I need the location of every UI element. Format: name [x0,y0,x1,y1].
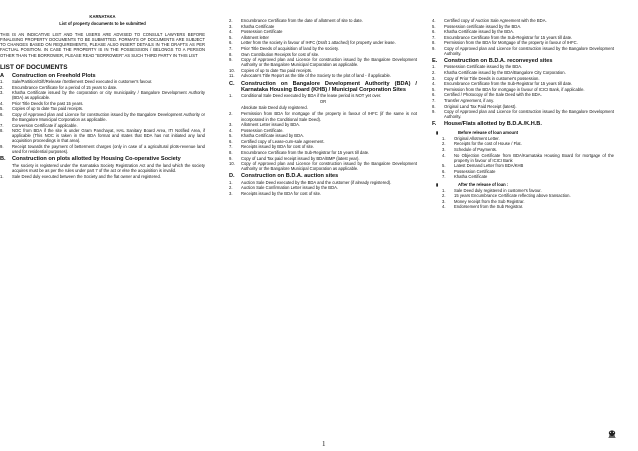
item-number: 6. [432,29,436,35]
list-item [229,128,417,133]
list-item [229,24,417,29]
item-text: Original Land Tax Paid Receipt (latest). [444,103,517,109]
section-letter: F. [432,121,437,128]
item-number: 9. [229,57,233,63]
item-text: Permission from the BDA for mortgage in favour of ICICI Bank, if applicable. [444,86,585,92]
before-release-heading [432,130,614,135]
item-text: Copy of Approved plan and Licence for construction issued by the Bangalore Development Authority or the Bangalore Municipal Corporation as applicable. [12,112,205,123]
list-item [432,169,614,174]
list-item [432,29,614,34]
item-number: 7. [442,174,446,180]
list-item [432,81,614,86]
item-text: Possession certificate issued by the BDA. [444,23,522,29]
item-number: 1. [229,179,233,185]
section-b-list-continued [229,18,417,79]
item-number: 7. [432,34,436,40]
square-bullet-icon: ▮ [436,129,439,135]
item-text: Copies of up to date Tax paid receipts. [241,67,313,73]
section-letter: B. [0,156,6,163]
list-item [432,76,614,81]
item-number: 4. [229,29,233,35]
list-item [432,188,614,193]
list-item [0,123,205,128]
or-separator: OR [319,99,327,105]
item-text: Possession Certificate issued by the BDA. [444,64,523,70]
list-item [432,109,614,119]
column-left [0,14,205,179]
list-item [432,163,614,168]
item-number: 5. [442,163,446,169]
section-b-note: The society is registered under the Karnataka Society Registration Act and the land which the society acquires must be as per the rules under part 7 of the act or else the acquisition is invalid. [12,162,205,173]
list-item [229,52,417,57]
item-number: 1. [229,93,233,99]
item-text: Allotment letter [241,34,269,40]
item-text: Prior Title Deeds for the past 15 years. [12,100,84,106]
list-item [229,40,417,45]
item-text: NOC from BDA if the site is under Gram Panchayat, HAL Sanitary Board Area, ITI Notified Area, if applicable (This NOC is taken in the BDA format and states that BDA has not initiated any land acquisition proceedings in that area). [12,128,205,144]
section-f-heading [432,121,614,127]
org-title: KARNATAKA [89,14,116,19]
item-text: Money receipt from the Sub Registrar. [454,198,525,204]
item-number: 4. [432,18,436,23]
absolute-sale-deed-line: Absolute Sale Deed duly registered. [241,105,308,111]
list-item [0,106,205,111]
section-title: Construction on B.D.A. reconveyed sites [444,58,553,65]
section-d-list [229,180,417,196]
state-emblem-icon [606,428,618,440]
list-item [432,64,614,69]
item-number: 8. [432,103,436,109]
list-item [432,199,614,204]
item-number: 8. [432,40,436,46]
item-text: Latest Demand Letter from BDA/KHB [454,163,524,169]
item-text: Possession Certificate [454,168,496,174]
item-number: 8. [229,51,233,57]
item-text: Schedule of Payments. [454,146,498,152]
item-text: Sale/Partition/Gift/Release /Settlement Deed executed in customer's favour. [12,78,153,84]
item-text: Certified copy of Lease-cum-sale agreement. [241,138,325,144]
list-item [432,35,614,40]
item-text: Conversion Certificate if applicable. [12,122,78,128]
list-item [432,193,614,198]
item-text: Encumbrance Certificate from the Sub-Registrar for 15 years till date. [241,150,370,156]
item-text: 15 years Encumbrance Certificate reflecting above transaction. [454,193,571,199]
item-text: Copy of Approved plan and Licence for construction issued by the Bangalore Development Authority or the Bangalore Municipal Corporation as applicable. [241,57,417,68]
list-item [432,204,614,209]
item-text: Possession Certificate [241,29,283,35]
item-text: Conditional Sale Deed executed by BDA if the lease period is NOT yet over. [241,93,382,99]
item-number: 6. [0,112,4,118]
section-letter: E. [432,58,438,65]
after-release-list [432,188,614,210]
item-text: Allotment Letter issued by BDA. [241,122,301,128]
list-item [229,29,417,34]
item-text: Letter from the society in favour of IHFC (Draft 1 attached) for property under lease. [241,40,396,46]
list-item [432,147,614,152]
list-item [229,133,417,138]
item-text: Advocate's Title Report as the title of the Society to the plot of land - if applicable. [241,73,392,79]
list-item [0,90,205,100]
section-c-heading [229,81,417,94]
item-text: Khatha Certificate issued by the corporation or city municipality / Bangalore Development Authority (BDA) as applicable. [12,90,205,101]
list-item [432,104,614,109]
item-number: 5. [229,133,233,139]
list-item [229,18,417,23]
list-item [432,98,614,103]
list-item [0,128,205,143]
list-item [432,70,614,75]
item-text: Khatha Certificate [241,23,275,29]
square-bullet-icon: ▮ [436,181,439,187]
section-e-list [432,64,614,119]
page-number: 1 [322,440,326,448]
item-number: 2. [229,18,233,23]
list-item [229,139,417,144]
section-letter: D. [229,173,235,180]
item-number: 1. [0,173,4,179]
item-number: 4. [432,81,436,87]
list-item [229,93,417,98]
section-title: Construction on Bangalore Development Authority (BDA) / Karnataka Housing Board (KHB) / Municipal Corporation Sites [241,80,417,93]
item-number: 7. [432,98,436,104]
subsection-title: After the release of loan : [458,181,509,187]
list-item [0,112,205,122]
item-text: Receipt towards the payment of betterment charges (only in case of a agricultural plots-revenue land used for residential purposes). [12,144,205,155]
section-title: Construction on Freehold Plots [12,72,96,79]
list-item [432,174,614,179]
item-number: 6. [442,168,446,174]
item-number: 2. [442,193,446,199]
item-text: No Objection Certificate from BDA/Karnataka Housing Board for mortgage of the property in favour of ICICI Bank [454,152,614,163]
list-item [229,156,417,161]
item-text: Permission from the BDA for Mortgage of the property in favour of IHFC. [444,40,578,46]
item-number: 5. [432,23,436,29]
list-item [0,101,205,106]
item-number: 2. [432,70,436,76]
item-number: 8. [0,128,4,134]
after-release-heading [432,182,614,187]
list-item [229,35,417,40]
item-number: 7. [229,144,233,150]
list-item [229,180,417,185]
list-item [229,46,417,51]
list-item [432,141,614,146]
item-text: Auction Sale Confirmation Letter issued by the BDA. [241,185,339,191]
item-text: Auction Sale Deed executed by the BDA and the customer (if already registered). [241,179,392,185]
column-middle [229,18,417,197]
item-number: 7. [229,45,233,51]
item-text: Transfer Agreement, if any. [444,98,495,104]
list-item [229,73,417,78]
item-text: Khatha Certificate [454,174,488,180]
item-text: Sale Deed duly executed between the Society and the flat owner and registered. [12,173,161,179]
section-title: House/Flats allotted by B.D.A./K.H.B. [444,121,542,128]
item-number: 7. [0,122,4,128]
item-text: Copy of Approved plan and Licence for construction issued by the Bangalore Development Authority. [444,109,614,120]
item-text: Encumbrance Certificate from the Sub-Registrar for 15 years till date. [444,81,573,87]
section-b-heading [0,156,205,162]
list-item [0,144,205,154]
item-number: 9. [0,144,4,150]
item-number: 2. [0,84,4,90]
list-item [229,57,417,67]
item-text: Receipts issued by BDA for cost of site. [241,144,315,150]
item-text: Original Allotment Letter. [454,135,500,141]
item-text: Khatha Certificate issued by BDA. [241,133,305,139]
item-number: 4. [229,127,233,133]
item-number: 6. [229,138,233,144]
intro-paragraph: THIS IS AN INDICATIVE LIST AND THE USERS ARE ADVISED TO CONSULT LAWYERS BEFORE FINALISING PROPERTY DOCUMENTS TO BE SUBMITTED. FORMATS OF DOCUMENTS ARE SUBJECT TO CHANGES BASED ON REQUIREMENTS, PLEASE ALSO INSERT DETAILS IN THE DRAFTS AS PER FACTUAL POSITION. IN CASE THE PROPERTY IS IN THE POSSESSION / BELONGS TO A PERSON OTHER THAN THE BORROWER, PLEASE READ "BORROWER" AS SUCH THIRD PARTY IN THIS LIST [0,32,205,58]
list-item [229,191,417,196]
item-text: Encumbrance Certificate from the date of allotment of site to date. [241,18,363,23]
item-number: 3. [442,198,446,204]
list-item [432,18,614,23]
section-c-list [229,93,417,98]
item-number: 5. [0,106,4,112]
item-text: Certified copy of Auction Sale Agreement with the BDA. [444,18,547,23]
item-number: 3. [0,90,4,96]
item-number: 5. [432,86,436,92]
item-number: 8. [229,150,233,156]
list-item [432,24,614,29]
item-number: 3. [229,23,233,29]
list-item [432,87,614,92]
list-item [229,111,417,121]
section-d-list-continued [432,18,614,56]
item-number: 3. [229,122,233,128]
list-item [229,185,417,190]
list-item [432,46,614,56]
list-item [229,150,417,155]
section-a-list [0,79,205,154]
section-letter: A [0,72,5,79]
column-right [432,18,614,210]
item-number: 1. [0,78,4,84]
item-number: 5. [229,34,233,40]
item-text: Khatha Certificate issued by the BDA/Bangalore City Corporation. [444,70,566,76]
list-item [229,144,417,149]
item-text: Khatha Certificate issued by the BDA. [444,29,515,35]
list-item [0,85,205,90]
list-item [432,92,614,97]
list-item [229,68,417,73]
item-number: 6. [432,92,436,98]
item-text: Permission from BDA for mortgage of the property in favour of IHFC (if the same is not incorporated in the Conditional Sale Deed). [241,111,417,122]
document-subtitle: List of property documents to be submitted [59,21,146,27]
item-number: 2. [442,141,446,147]
list-item [432,40,614,45]
list-item [432,153,614,163]
item-number: 3. [229,190,233,196]
item-text: Copy of Approved plan and Licence for construction issued by the Bangalore Development Authority. [444,45,614,57]
section-title: Construction on B.D.A. auction sites [241,173,339,180]
item-number: 3. [432,75,436,81]
item-text: Copy of Land Tax paid receipt issued by BDA/BMP (latest year). [241,155,360,161]
item-text: Encumbrance Certificate from the Sub-Registrar for 15 years till date. [444,34,573,40]
item-number: 4. [442,152,446,158]
item-text: Encumbrance Certificate for a period of 15 years to date. [12,84,118,90]
subsection-title: Before release of loan amount [458,129,519,135]
item-text: Copy of Prior Title Deeds in customer's possession. [444,75,540,81]
item-number: 4. [0,100,4,106]
item-number: 10. [229,161,235,167]
list-heading: LIST OF DOCUMENTS [0,63,68,71]
list-item [229,122,417,127]
item-number: 10. [229,67,235,73]
item-number: 2. [229,185,233,191]
list-item [432,136,614,141]
item-number: 1. [432,64,436,70]
list-item [0,174,205,179]
section-letter: C. [229,80,235,87]
item-text: Receipts issued by the BDA for cost of site. [241,190,322,196]
item-number: 4. [442,204,446,210]
item-number: 3. [442,146,446,152]
before-release-list [432,136,614,180]
item-text: Own Contribution Receipts for cost of site. [241,51,320,57]
item-text: Receipts for the cost of House / Flat. [454,141,522,147]
item-text: Copies of up to date Tax paid receipts. [12,106,84,112]
section-c-list-b [229,111,417,171]
item-number: 9. [229,155,233,161]
section-title: Construction on plots allotted by Housing Co-operative Society [12,156,181,163]
item-number: 1. [442,187,446,193]
item-number: 6. [229,40,233,46]
item-number: 9. [432,109,436,115]
item-number: 1. [442,135,446,141]
item-text: Possession Certificate. [241,127,284,133]
item-text: Endorsement from the Sub Registrar. [454,204,524,210]
list-item [229,161,417,171]
item-text: Prior Title Deeds of acquisition of land by the society. [241,45,339,51]
item-text: Certified / Photocopy of the Sale Deed with the BDA. [444,92,542,98]
item-text: Sale Deed duly registered in customer's favour. [454,187,542,193]
item-text: Copy of Approved plan and Licence for construction issued by the Bangalore Development Authority or the Bangalore Municipal Corporation as applicable. [241,161,417,172]
item-number: 2. [229,111,233,117]
list-item [0,79,205,84]
item-number: 9. [432,45,436,51]
section-b-list [0,174,205,179]
item-number: 11. [229,73,235,79]
